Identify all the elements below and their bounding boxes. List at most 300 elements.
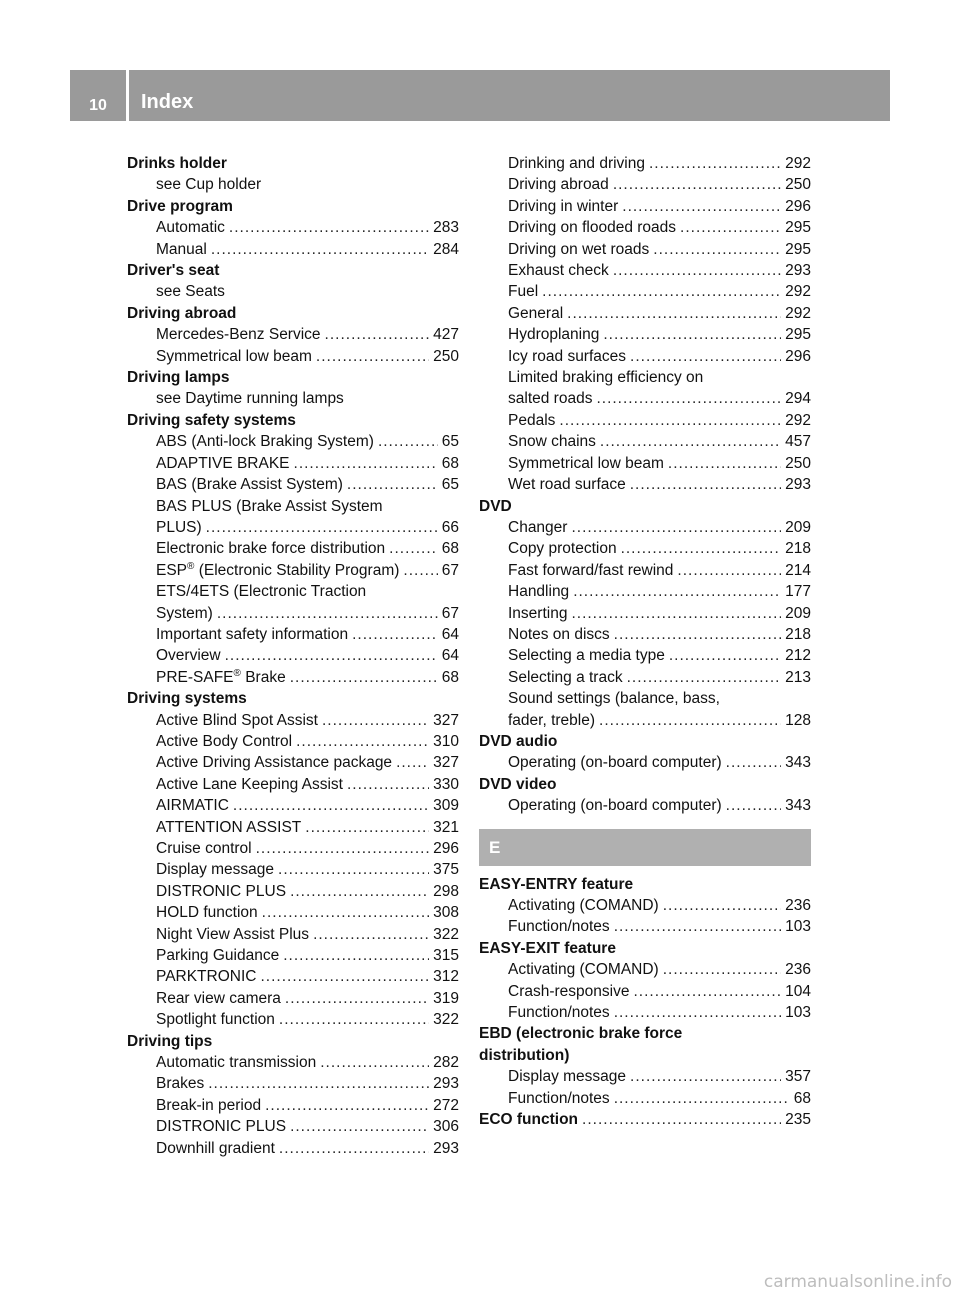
page-reference: 293	[433, 1139, 459, 1157]
dot-leader	[316, 346, 429, 367]
entry-label-text: Snow chains	[508, 433, 596, 451]
entry-label-text: Mercedes-Benz Service	[156, 326, 321, 344]
entry-label-text: HOLD function	[156, 904, 258, 922]
index-subentry	[479, 346, 811, 367]
dot-leader	[669, 645, 781, 666]
dot-leader	[283, 945, 429, 966]
page-reference: 308	[433, 904, 459, 922]
page-reference: 104	[785, 982, 811, 1000]
index-subentry	[479, 474, 811, 495]
page-reference: 292	[785, 155, 811, 172]
index-subentry	[479, 388, 811, 409]
index-subentry	[127, 945, 459, 966]
entry-label-text: Notes on discs	[508, 625, 610, 643]
page-reference: 128	[785, 711, 811, 729]
index-subentry: see Daytime running lamps	[156, 390, 344, 408]
index-subentry	[127, 1052, 459, 1073]
index-subentry	[479, 217, 811, 238]
page-reference: 68	[793, 1089, 811, 1107]
page-reference: 283	[433, 219, 459, 237]
index-subentry	[479, 603, 811, 624]
entry-label-text: Activating (COMAND)	[508, 961, 659, 979]
index-column-right	[479, 153, 811, 1130]
entry-label-text: Display message	[508, 1068, 627, 1086]
index-heading: EASY-ENTRY feature	[479, 875, 634, 893]
dot-leader	[596, 388, 781, 409]
index-subentry	[127, 902, 459, 923]
page-reference: 321	[433, 818, 459, 836]
entry-label	[156, 474, 343, 495]
entry-label-text: Symmetrical low beam	[156, 347, 312, 365]
page-reference: 236	[785, 897, 811, 914]
index-subentry	[127, 453, 459, 474]
page-reference: 322	[433, 925, 459, 943]
entry-label-text: PLUS)	[156, 518, 202, 536]
page-reference: 298	[433, 882, 459, 900]
index-subentry	[127, 346, 459, 367]
page-reference: 375	[433, 861, 459, 879]
entry-label	[156, 1116, 286, 1137]
dot-leader	[256, 838, 430, 859]
dot-leader	[206, 517, 438, 538]
entry-label	[156, 603, 213, 624]
index-heading: DVD	[479, 497, 512, 515]
index-subentry	[479, 538, 811, 559]
page-reference: 330	[433, 775, 459, 793]
dot-leader	[278, 859, 429, 880]
dot-leader	[613, 174, 781, 195]
entry-label-text: Handling	[508, 583, 570, 601]
dot-leader	[630, 346, 781, 367]
dot-leader	[571, 517, 781, 538]
index-heading: Driver's seat	[127, 262, 220, 280]
page-reference: 306	[433, 1118, 459, 1136]
index-subentry	[479, 1002, 811, 1023]
entry-label	[508, 795, 722, 816]
page-reference: 66	[441, 518, 459, 536]
index-subentry	[127, 474, 459, 495]
entry-label-text: Brakes	[156, 1075, 205, 1093]
index-subentry	[479, 431, 811, 452]
entry-label	[508, 581, 569, 602]
entry-label-text: Operating (on-board computer)	[508, 754, 722, 772]
dot-leader	[396, 752, 429, 773]
entry-label	[156, 881, 286, 902]
dot-leader	[403, 560, 437, 581]
entry-label	[156, 988, 281, 1009]
index-subentry	[127, 966, 459, 987]
entry-label-text: Overview	[156, 647, 221, 665]
index-subentry: ETS/4ETS (Electronic Traction	[156, 583, 367, 601]
entry-label-text: DISTRONIC PLUS	[156, 1118, 287, 1136]
entry-label-text: Automatic	[156, 219, 225, 237]
dot-leader	[325, 324, 430, 345]
dot-leader	[262, 902, 429, 923]
entry-label-text: Copy protection	[508, 540, 617, 558]
entry-label-text: ESP	[156, 561, 188, 579]
dot-leader	[677, 560, 781, 581]
entry-label	[479, 1109, 578, 1130]
entry-label-text: Driving abroad	[508, 176, 609, 194]
index-subentry	[127, 924, 459, 945]
entry-label	[508, 196, 618, 217]
index-subentry: see Seats	[156, 283, 225, 301]
entry-label-text: Inserting	[508, 604, 568, 622]
index-subentry: Limited braking efficiency on	[508, 369, 704, 387]
page-reference: 65	[441, 433, 459, 451]
index-subentry	[127, 517, 459, 538]
index-subentry	[127, 752, 459, 773]
page-reference: 218	[785, 625, 811, 643]
page-reference: 65	[441, 476, 459, 494]
index-subentry	[479, 410, 811, 431]
entry-label-text: Active Lane Keeping Assist	[156, 775, 343, 793]
entry-label	[508, 560, 673, 581]
page-reference: 68	[441, 454, 459, 472]
page-reference: 309	[433, 797, 459, 815]
dot-leader	[290, 1116, 429, 1137]
dot-leader	[600, 431, 781, 452]
page-reference: 292	[785, 283, 811, 301]
entry-label-text: Spotlight function	[156, 1011, 275, 1029]
page-reference: 327	[433, 711, 459, 729]
dot-leader	[313, 924, 429, 945]
dot-leader	[208, 1073, 429, 1094]
dot-leader	[279, 1138, 429, 1159]
index-heading: DVD video	[479, 775, 557, 793]
entry-label-text: Manual	[156, 240, 207, 258]
entry-label	[156, 1073, 204, 1094]
index-subentry	[479, 752, 811, 773]
entry-label	[156, 924, 309, 945]
index-subentry	[479, 517, 811, 538]
entry-label-text: Pedals	[508, 411, 556, 429]
entry-label-text: Driving in winter	[508, 197, 619, 215]
dot-leader	[614, 1002, 781, 1023]
index-subentry	[127, 1138, 459, 1159]
entry-label	[508, 174, 609, 195]
entry-label	[156, 431, 374, 452]
entry-label-text: Selecting a track	[508, 668, 623, 686]
entry-label	[156, 239, 207, 260]
entry-label	[508, 710, 595, 731]
page-reference: 250	[785, 454, 811, 472]
index-subentry	[479, 303, 811, 324]
entry-label-text: Exhaust check	[508, 262, 609, 280]
entry-label-text: Active Blind Spot Assist	[156, 711, 318, 729]
index-subentry	[479, 239, 811, 260]
index-subentry	[127, 560, 459, 581]
dot-leader	[320, 1052, 429, 1073]
index-subentry	[127, 1095, 459, 1116]
entry-label-text: Important safety information	[156, 625, 349, 643]
entry-label	[508, 474, 626, 495]
dot-leader	[613, 260, 781, 281]
dot-leader	[582, 1109, 781, 1130]
dot-leader	[233, 795, 429, 816]
index-subentry	[479, 174, 811, 195]
registered-mark: ®	[233, 667, 241, 679]
entry-label-text: Electronic brake force distribution	[156, 540, 386, 558]
page-number: 10	[89, 97, 107, 114]
page-reference: 282	[433, 1054, 459, 1072]
dot-leader	[653, 239, 781, 260]
dot-leader	[630, 1066, 781, 1087]
index-subentry	[479, 645, 811, 666]
index-subentry	[127, 239, 459, 260]
entry-label	[508, 645, 665, 666]
dot-leader	[668, 453, 781, 474]
section-letter-bar: E	[479, 829, 811, 866]
index-subentry	[479, 795, 811, 816]
page-reference: 322	[433, 1011, 459, 1029]
entry-label	[156, 560, 399, 581]
page-reference: 103	[785, 918, 811, 936]
entry-label	[508, 410, 555, 431]
index-subentry	[479, 560, 811, 581]
entry-label	[508, 916, 610, 937]
dot-leader	[726, 795, 781, 816]
entry-label-text: Function/notes	[508, 918, 610, 936]
page-reference: 343	[785, 797, 811, 815]
entry-label	[156, 752, 392, 773]
entry-label	[508, 1002, 610, 1023]
entry-label	[156, 966, 256, 987]
entry-label-text: Cruise control	[156, 840, 252, 857]
page-reference: 213	[785, 668, 811, 686]
dot-leader	[290, 881, 429, 902]
entry-label-text: BAS (Brake Assist System)	[156, 476, 343, 494]
page-reference: 457	[785, 433, 811, 451]
page-reference: 235	[785, 1111, 811, 1129]
entry-label-text: ADAPTIVE BRAKE	[156, 454, 290, 472]
dot-leader	[279, 1009, 429, 1030]
entry-label	[156, 945, 279, 966]
entry-label-text: Driving on flooded roads	[508, 219, 677, 237]
page-reference: 296	[785, 197, 811, 215]
entry-label-text: PRE-SAFE	[156, 668, 234, 686]
index-heading: EBD (electronic brake force	[479, 1025, 683, 1043]
entry-label	[156, 859, 274, 880]
dot-leader	[567, 303, 781, 324]
page-reference: 296	[433, 840, 459, 857]
entry-label-text: ECO function	[479, 1111, 579, 1129]
entry-label	[508, 667, 623, 688]
entry-label-text: Display message	[156, 861, 275, 879]
entry-label	[156, 1009, 275, 1030]
entry-label	[156, 731, 292, 752]
index-subentry	[479, 895, 811, 916]
index-subentry	[479, 1088, 811, 1109]
dot-leader	[630, 474, 781, 495]
index-subentry	[479, 624, 811, 645]
dot-leader	[614, 1088, 790, 1109]
entry-label-text: salted roads	[508, 390, 593, 408]
dot-leader	[559, 410, 781, 431]
index-subentry: Sound settings (balance, bass,	[508, 690, 720, 708]
page-reference: 293	[785, 262, 811, 280]
entry-label	[508, 1088, 610, 1109]
entry-label-text: Symmetrical low beam	[508, 454, 664, 472]
page-reference: 315	[433, 947, 459, 965]
entry-label	[508, 346, 626, 367]
entry-label	[508, 453, 664, 474]
index-subentry: BAS PLUS (Brake Assist System	[156, 497, 383, 515]
index-subentry	[127, 988, 459, 1009]
entry-label-text: PARKTRONIC	[156, 968, 257, 986]
dot-leader	[290, 667, 438, 688]
dot-leader	[571, 603, 781, 624]
entry-label	[156, 538, 385, 559]
entry-label-text: System)	[156, 604, 213, 622]
entry-label-text: Icy road surfaces	[508, 347, 627, 365]
entry-label	[156, 324, 321, 345]
entry-label-text: Drinking and driving	[508, 155, 645, 172]
index-subentry	[127, 1116, 459, 1137]
page-reference: 295	[785, 326, 811, 344]
index-subentry	[127, 645, 459, 666]
dot-leader	[663, 895, 781, 916]
entry-label-text: Break-in period	[156, 1096, 262, 1114]
header-divider	[126, 70, 129, 121]
index-subentry	[127, 838, 459, 859]
page-reference: 327	[433, 754, 459, 772]
page-reference: 250	[785, 176, 811, 194]
entry-label-text: Driving on wet roads	[508, 240, 650, 258]
entry-label-text: Selecting a media type	[508, 647, 665, 665]
dot-leader	[285, 988, 429, 1009]
page-reference: 293	[433, 1075, 459, 1093]
entry-label	[508, 388, 592, 409]
entry-label	[156, 667, 286, 688]
index-subentry	[127, 817, 459, 838]
page-reference: 294	[785, 390, 811, 408]
dot-leader	[322, 710, 429, 731]
page-reference: 319	[433, 989, 459, 1007]
index-column-left	[127, 153, 459, 1159]
index-subentry	[479, 710, 811, 731]
index-subentry	[479, 196, 811, 217]
entry-label	[508, 1066, 626, 1087]
entry-label-text: Changer	[508, 518, 568, 536]
page-reference: 209	[785, 518, 811, 536]
dot-leader	[649, 153, 781, 174]
page-reference: 68	[441, 540, 459, 558]
entry-label	[508, 281, 538, 302]
entry-label-text: Wet road surface	[508, 476, 626, 494]
dot-leader	[633, 981, 781, 1002]
entry-label-text: (Electronic Stability Program)	[194, 561, 400, 579]
dot-leader	[573, 581, 781, 602]
entry-label-text: DISTRONIC PLUS	[156, 882, 287, 900]
entry-label	[156, 624, 348, 645]
page-reference: 214	[785, 561, 811, 579]
entry-label	[508, 517, 567, 538]
entry-label	[508, 752, 722, 773]
watermark: carmanualsonline.info	[763, 1272, 952, 1292]
entry-label	[508, 624, 610, 645]
page-reference: 295	[785, 240, 811, 258]
page-reference: 293	[785, 476, 811, 494]
entry-label	[156, 838, 252, 859]
page-reference: 272	[433, 1096, 459, 1114]
dot-leader	[389, 538, 438, 559]
dot-leader	[663, 959, 781, 980]
entry-label-text: Operating (on-board computer)	[508, 797, 722, 815]
dot-leader	[542, 281, 781, 302]
index-heading: DVD audio	[479, 732, 558, 750]
index-subentry	[127, 859, 459, 880]
page-title: Index	[141, 91, 194, 113]
page-header	[70, 70, 890, 121]
entry-label	[156, 645, 221, 666]
index-subentry	[127, 1009, 459, 1030]
dot-leader	[211, 239, 429, 260]
dot-leader	[603, 324, 781, 345]
dot-leader	[229, 217, 429, 238]
index-subentry	[479, 916, 811, 937]
entry-label-text: Active Driving Assistance package	[156, 754, 393, 772]
dot-leader	[347, 474, 438, 495]
index-subentry	[127, 431, 459, 452]
entry-label	[156, 817, 301, 838]
entry-label-text: Automatic transmission	[156, 1054, 317, 1072]
entry-label-text: Function/notes	[508, 1089, 610, 1107]
entry-label	[156, 453, 290, 474]
page-reference: 103	[785, 1004, 811, 1022]
index-heading: Driving tips	[127, 1032, 213, 1050]
entry-label	[156, 1095, 261, 1116]
page-reference: 177	[785, 583, 811, 601]
entry-label	[156, 902, 258, 923]
index-subentry	[479, 667, 811, 688]
entry-label	[156, 217, 225, 238]
index-subentry	[479, 981, 811, 1002]
entry-label-text: ATTENTION ASSIST	[156, 818, 302, 836]
page-reference: 295	[785, 219, 811, 237]
index-subentry	[127, 774, 459, 795]
page-reference: 343	[785, 754, 811, 772]
entry-label	[508, 260, 609, 281]
index-subentry	[479, 153, 811, 174]
dot-leader	[225, 645, 438, 666]
entry-label	[156, 774, 343, 795]
page-reference: 212	[785, 647, 811, 665]
dot-leader	[680, 217, 781, 238]
dot-leader	[599, 710, 781, 731]
entry-label	[508, 324, 599, 345]
entry-label	[156, 1052, 316, 1073]
index-heading: EASY-EXIT feature	[479, 939, 616, 957]
page-reference: 312	[433, 968, 459, 986]
page-reference: 209	[785, 604, 811, 622]
dot-leader	[217, 603, 438, 624]
index-heading: distribution)	[479, 1046, 570, 1064]
page-reference: 250	[433, 347, 459, 365]
entry-label-text: Rear view camera	[156, 989, 281, 1007]
dot-leader	[265, 1095, 429, 1116]
entry-label-text: Active Body Control	[156, 732, 293, 750]
entry-label-text: fader, treble)	[508, 711, 596, 729]
entry-label	[508, 603, 567, 624]
entry-label-text: General	[508, 304, 564, 322]
entry-label-text: Activating (COMAND)	[508, 897, 659, 914]
entry-label	[508, 303, 563, 324]
index-subentry	[127, 603, 459, 624]
index-heading: Driving systems	[127, 690, 247, 708]
entry-label	[508, 538, 617, 559]
dot-leader	[305, 817, 429, 838]
